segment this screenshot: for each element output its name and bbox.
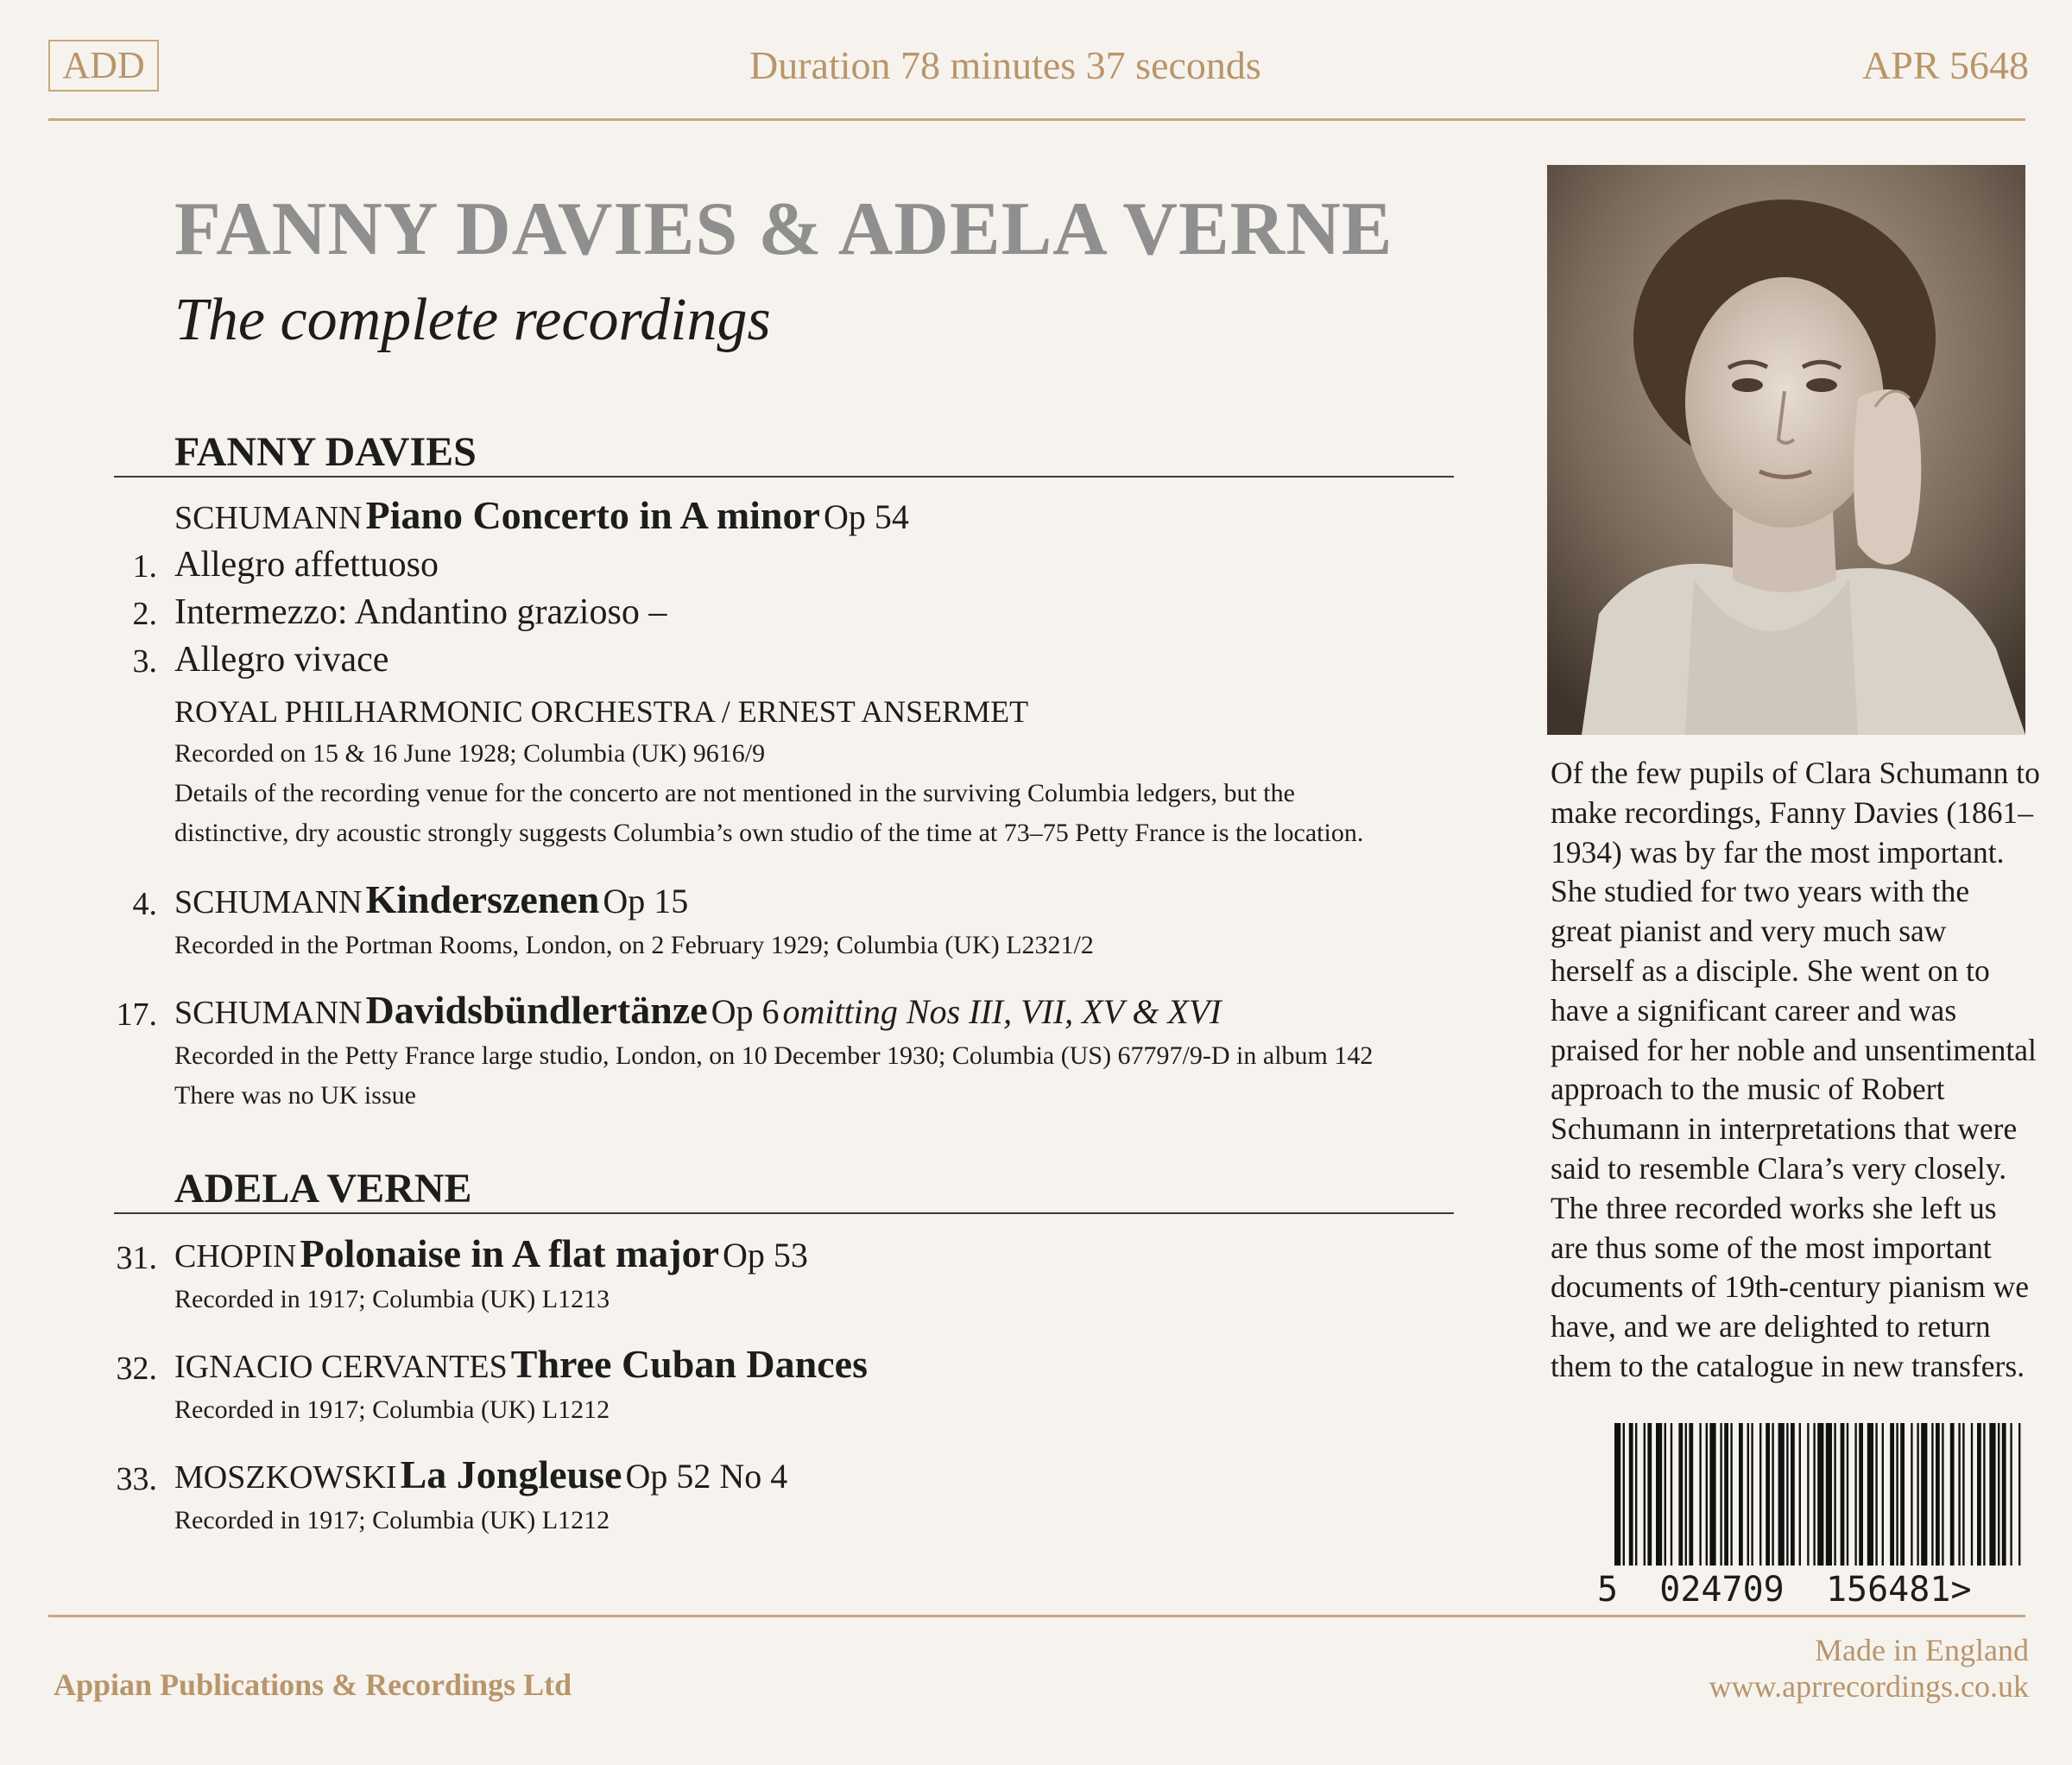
barcode-bar bbox=[1911, 1423, 1912, 1566]
barcode-bar bbox=[1867, 1423, 1873, 1566]
barcode-bar bbox=[1678, 1423, 1683, 1566]
portrait-illustration bbox=[1547, 165, 2025, 735]
section-divider bbox=[114, 476, 1454, 478]
recording-note: Recorded in 1917; Columbia (UK) L1212 bbox=[174, 1395, 610, 1424]
opus: Op 53 bbox=[723, 1236, 808, 1275]
barcode-bar bbox=[1962, 1423, 1964, 1566]
work-title: Piano Concerto in A minor bbox=[365, 493, 820, 537]
website-link[interactable]: www.aprrecordings.co.uk bbox=[1709, 1669, 2029, 1704]
section-heading-adela-verne: ADELA VERNE bbox=[174, 1166, 472, 1211]
opus: Op 15 bbox=[603, 882, 689, 920]
bio-line: said to resemble Clara’s very closely. bbox=[1551, 1150, 2007, 1186]
barcode-bar bbox=[1699, 1423, 1701, 1566]
barcode-bar bbox=[1751, 1423, 1753, 1566]
movement-title: Allegro vivace bbox=[174, 640, 389, 680]
barcode-bar bbox=[1890, 1423, 1894, 1566]
recording-note: distinctive, dry acoustic strongly suggests Columbia’s own studio of the time at 73–75 Petty France is the location. bbox=[174, 819, 1364, 847]
bio-line: praised for her noble and unsentimental bbox=[1551, 1032, 2037, 1067]
barcode-digits bbox=[1597, 1570, 2037, 1610]
movement-title: Allegro affettuoso bbox=[174, 545, 439, 585]
track-number: 17. bbox=[116, 996, 157, 1033]
barcode-bar bbox=[1847, 1423, 1848, 1566]
track-line bbox=[0, 876, 1468, 928]
performers: ROYAL PHILHARMONIC ORCHESTRA / ERNEST ANSERMET bbox=[174, 694, 1029, 729]
biography-text bbox=[1551, 754, 2072, 1387]
recording-note: Recorded in the Portman Rooms, London, on 2 February 1929; Columbia (UK) L2321/2 bbox=[174, 931, 1094, 959]
barcode-bar bbox=[1931, 1423, 1933, 1566]
work-title: Three Cuban Dances bbox=[510, 1342, 868, 1386]
barcode-bar bbox=[1942, 1423, 1943, 1566]
barcode-bar bbox=[1706, 1423, 1708, 1566]
bio-line: have a significant career and was bbox=[1551, 992, 1957, 1028]
bottom-divider bbox=[48, 1615, 2025, 1617]
section-divider bbox=[114, 1212, 1454, 1214]
publisher-name: Appian Publications & Recordings Ltd bbox=[54, 1667, 572, 1702]
barcode-bar bbox=[1950, 1423, 1955, 1566]
work-title: Davidsbündlertänze bbox=[365, 988, 708, 1032]
opus: Op 6 bbox=[711, 992, 780, 1031]
track-line bbox=[0, 987, 1468, 1039]
bio-line: 1934) was by far the most important. bbox=[1551, 834, 2005, 870]
barcode-bar bbox=[1671, 1423, 1672, 1566]
barcode-bar bbox=[1854, 1423, 1856, 1566]
bio-line: have, and we are delighted to return bbox=[1551, 1309, 1991, 1344]
track-number: 32. bbox=[116, 1351, 157, 1387]
barcode-bar bbox=[1724, 1423, 1728, 1566]
barcode-bar bbox=[1826, 1423, 1832, 1566]
barcode-bar bbox=[1766, 1423, 1770, 1566]
barcode-right-digits: 156481 bbox=[1825, 1570, 1951, 1610]
bio-line: approach to the music of Robert bbox=[1551, 1072, 1945, 1107]
bio-line: documents of 19th-century pianism we bbox=[1551, 1269, 2030, 1305]
barcode-bar bbox=[1971, 1423, 1973, 1566]
bio-line: make recordings, Fanny Davies (1861– bbox=[1551, 794, 2033, 830]
work-title: Polonaise in A flat major bbox=[300, 1231, 720, 1275]
work-title: Kinderszenen bbox=[365, 877, 600, 921]
barcode-bar bbox=[1859, 1423, 1863, 1566]
barcode-bar bbox=[1635, 1423, 1637, 1566]
track-line bbox=[174, 492, 909, 538]
barcode-left-digits: 024709 bbox=[1659, 1570, 1785, 1610]
barcode-quiet-mark: > bbox=[1950, 1570, 1972, 1610]
barcode-bar bbox=[1875, 1423, 1877, 1566]
composer: SCHUMANN bbox=[174, 500, 363, 536]
barcode-bar bbox=[1665, 1423, 1666, 1566]
duration-text: Duration 78 minutes 37 seconds bbox=[749, 43, 1261, 87]
barcode-bar bbox=[1983, 1423, 1985, 1566]
portrait-photo bbox=[1547, 165, 2025, 735]
track-line bbox=[0, 1341, 1468, 1393]
barcode-bar bbox=[1917, 1423, 1918, 1566]
catalogue-number: APR 5648 bbox=[1862, 43, 2029, 87]
opus: Op 52 No 4 bbox=[625, 1457, 788, 1496]
barcode-bar bbox=[1739, 1423, 1743, 1566]
format-badge: ADD bbox=[48, 40, 159, 92]
track-line bbox=[0, 1230, 1468, 1282]
composer: SCHUMANN bbox=[174, 884, 363, 920]
bio-line: Schumann in interpretations that were bbox=[1551, 1111, 2018, 1147]
bio-line: The three recorded works she left us bbox=[1551, 1190, 1997, 1225]
barcode-bar bbox=[1647, 1423, 1652, 1566]
barcode-bar bbox=[1989, 1423, 1995, 1566]
barcode-bar bbox=[1656, 1423, 1662, 1566]
track-number: 33. bbox=[116, 1461, 157, 1497]
recording-note: Recorded in 1917; Columbia (UK) L1212 bbox=[174, 1506, 610, 1534]
barcode-bar bbox=[1730, 1423, 1732, 1566]
composer: SCHUMANN bbox=[174, 995, 363, 1031]
bio-line: great pianist and very much saw bbox=[1551, 914, 1947, 949]
barcode-bar bbox=[1998, 1423, 1999, 1566]
track-number: 3. bbox=[132, 643, 157, 680]
composer: MOSZKOWSKI bbox=[174, 1459, 397, 1496]
recording-note: There was no UK issue bbox=[174, 1081, 416, 1110]
section-heading-fanny-davies: FANNY DAVIES bbox=[174, 429, 477, 475]
barcode-bar bbox=[1747, 1423, 1749, 1566]
barcode-bar bbox=[1882, 1423, 1884, 1566]
barcode-bar bbox=[1685, 1423, 1687, 1566]
bio-line: them to the catalogue in new transfers. bbox=[1551, 1348, 2025, 1383]
barcode-bar bbox=[1817, 1423, 1823, 1566]
composer: CHOPIN bbox=[174, 1238, 297, 1275]
made-in-text: Made in England bbox=[1815, 1633, 2029, 1667]
barcode-bar bbox=[1614, 1423, 1620, 1566]
track-line bbox=[0, 1452, 1468, 1503]
barcode-bar bbox=[1799, 1423, 1801, 1566]
album-subtitle: The complete recordings bbox=[174, 287, 771, 353]
barcode-bar bbox=[1786, 1423, 1788, 1566]
barcode-bar bbox=[1623, 1423, 1625, 1566]
track-number: 1. bbox=[132, 548, 157, 585]
barcode-bar bbox=[1834, 1423, 1835, 1566]
recording-note: Details of the recording venue for the concerto are not mentioned in the surviving Columbia ledgers, but the bbox=[174, 779, 1295, 807]
barcode-bar bbox=[2010, 1423, 2012, 1566]
barcode-bars bbox=[1597, 1423, 2037, 1570]
recording-note: Recorded in 1917; Columbia (UK) L1213 bbox=[174, 1285, 610, 1313]
barcode-bar bbox=[1759, 1423, 1761, 1566]
barcode-bar bbox=[2002, 1423, 2006, 1566]
bio-line: Of the few pupils of Clara Schumann to bbox=[1551, 756, 2040, 790]
bio-line: are thus some of the most important bbox=[1551, 1230, 1992, 1265]
barcode-bar bbox=[1977, 1423, 1981, 1566]
barcode-bar bbox=[1921, 1423, 1927, 1566]
barcode-bar bbox=[1813, 1423, 1815, 1566]
barcode-bar bbox=[2018, 1423, 2020, 1566]
bio-line: herself as a disciple. She went on to bbox=[1551, 952, 1990, 988]
recording-note: Recorded in the Petty France large studio, London, on 10 December 1930; Columbia (US) 67797/9-D in album 142 bbox=[174, 1041, 1374, 1070]
barcode-bar bbox=[1841, 1423, 1845, 1566]
barcode-bar bbox=[1936, 1423, 1940, 1566]
omission-note: omitting Nos III, VII, XV & XVI bbox=[782, 992, 1222, 1031]
track-number: 4. bbox=[132, 886, 157, 922]
work-title: La Jongleuse bbox=[400, 1452, 622, 1496]
bio-line: She studied for two years with the bbox=[1551, 874, 1970, 909]
barcode bbox=[1597, 1423, 2037, 1613]
barcode-bar bbox=[1807, 1423, 1809, 1566]
opus: Op 54 bbox=[823, 497, 909, 536]
track-number: 2. bbox=[132, 596, 157, 632]
barcode-bar bbox=[1629, 1423, 1633, 1566]
barcode-bar bbox=[1896, 1423, 1898, 1566]
barcode-bar bbox=[1791, 1423, 1795, 1566]
barcode-first-digit: 5 bbox=[1597, 1570, 1619, 1610]
barcode-bar bbox=[1644, 1423, 1646, 1566]
track-number: 31. bbox=[116, 1240, 157, 1276]
album-title: FANNY DAVIES & ADELA VERNE bbox=[174, 187, 1393, 271]
barcode-bar bbox=[1900, 1423, 1905, 1566]
barcode-bar bbox=[1778, 1423, 1785, 1566]
barcode-bar bbox=[1709, 1423, 1715, 1566]
barcode-bar bbox=[1720, 1423, 1721, 1566]
recording-note: Recorded on 15 & 16 June 1928; Columbia (UK) 9616/9 bbox=[174, 739, 766, 768]
movement-title: Intermezzo: Andantino grazioso – bbox=[174, 592, 667, 632]
barcode-bar bbox=[1689, 1423, 1693, 1566]
barcode-bar bbox=[1772, 1423, 1773, 1566]
barcode-bar bbox=[1958, 1423, 1960, 1566]
composer: IGNACIO CERVANTES bbox=[174, 1349, 508, 1385]
top-divider bbox=[48, 118, 2025, 121]
